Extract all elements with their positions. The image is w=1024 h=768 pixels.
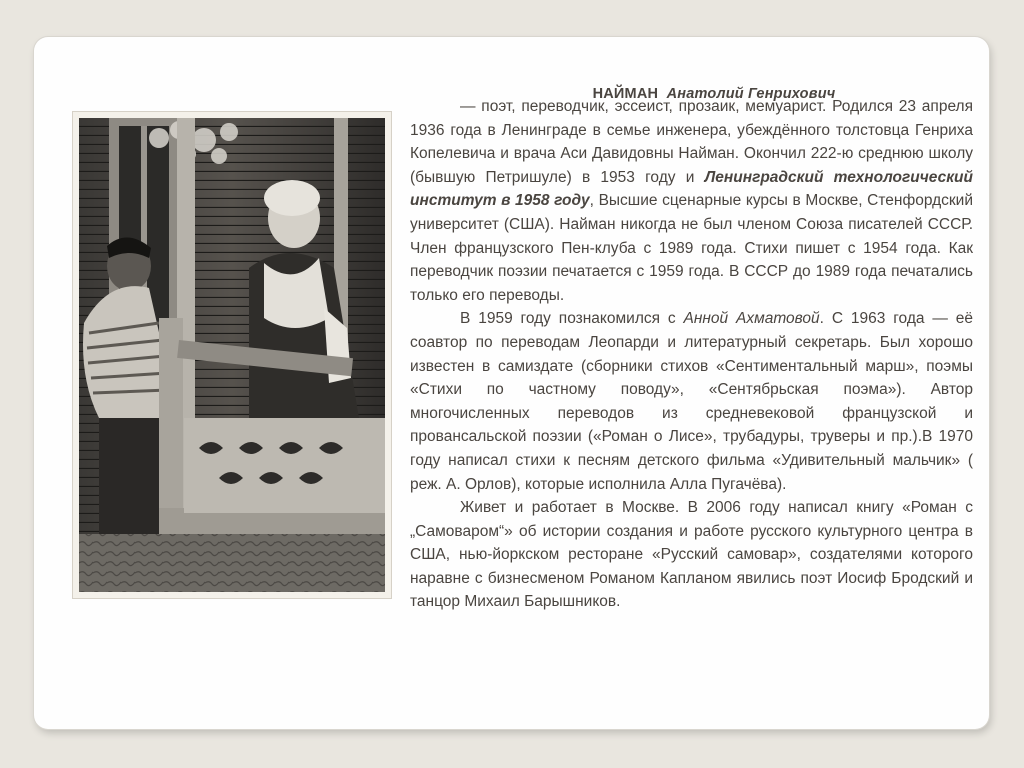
paragraph-2-text-c: . С 1963 года — её соавтор по переводам Леопарди и литературный секретарь. Был хорошо известен в самиздате (сборники стихов «Сентиментальный марш», поэмы «Стихи по частному поводу», «Сентябрьская поэма»). Автор многочисленных переводов из средневековой французской и провансальской поэзии («Роман о Лисе», трубадуры, труверы и пр.).В 1970 году написал стихи к песням детского фильма «Удивительный мальчик» ( реж. А. Орлов), которые исполнила Алла Пугачёва).	[410, 310, 973, 493]
paragraph-3: Живет и работает в Москве. В 2006 году написал книгу «Роман с „Самоваром“» об истории создания и работе русского культурного центра в США, нью-йоркском ресторане «Русский самовар», создателями которого наравне с бизнесменом Романом Капланом явились поэт Иосиф Бродский и танцор Михаил Барышников.	[410, 499, 973, 611]
paragraph-1-emphasis: Ленинградский технологический институт в 1958 году	[410, 168, 973, 210]
biography-text	[410, 95, 973, 614]
paragraph-1-text-a: — поэт, переводчик, эссеист, прозаик, мемуарист. Родился 23 апреля 1936 года в Ленинграде в семье инженера, убеждённого толстовца Генриха Копелевича и врача Аси Давидовны Найман. Окончил 222-ю среднюю школу (бывшую Петришуле) в 1953 году и	[410, 98, 973, 186]
title-given-names: Анатолий Генрихович	[666, 86, 836, 102]
paragraph-2-emphasis: Анной Ахматовой	[683, 310, 820, 328]
photo-frame	[72, 111, 392, 599]
paragraph-2	[410, 307, 973, 496]
paragraph-2-text-a: В 1959 году познакомился с	[460, 310, 684, 328]
title-surname: НАЙМАН	[592, 86, 659, 102]
photograph-image	[79, 118, 385, 592]
paragraph-1	[410, 95, 973, 307]
paragraph-1-text-c: , Высшие сценарные курсы в Москве, Стенфордский университет (США). Найман никогда не был членом Союза писателей СССР. Член французского Пен-клуба с 1989 года. Стихи пишет с 1954 года. Как переводчик поэзии печатается с 1959 года. В СССР до 1989 года печатались только его переводы.	[410, 192, 973, 304]
